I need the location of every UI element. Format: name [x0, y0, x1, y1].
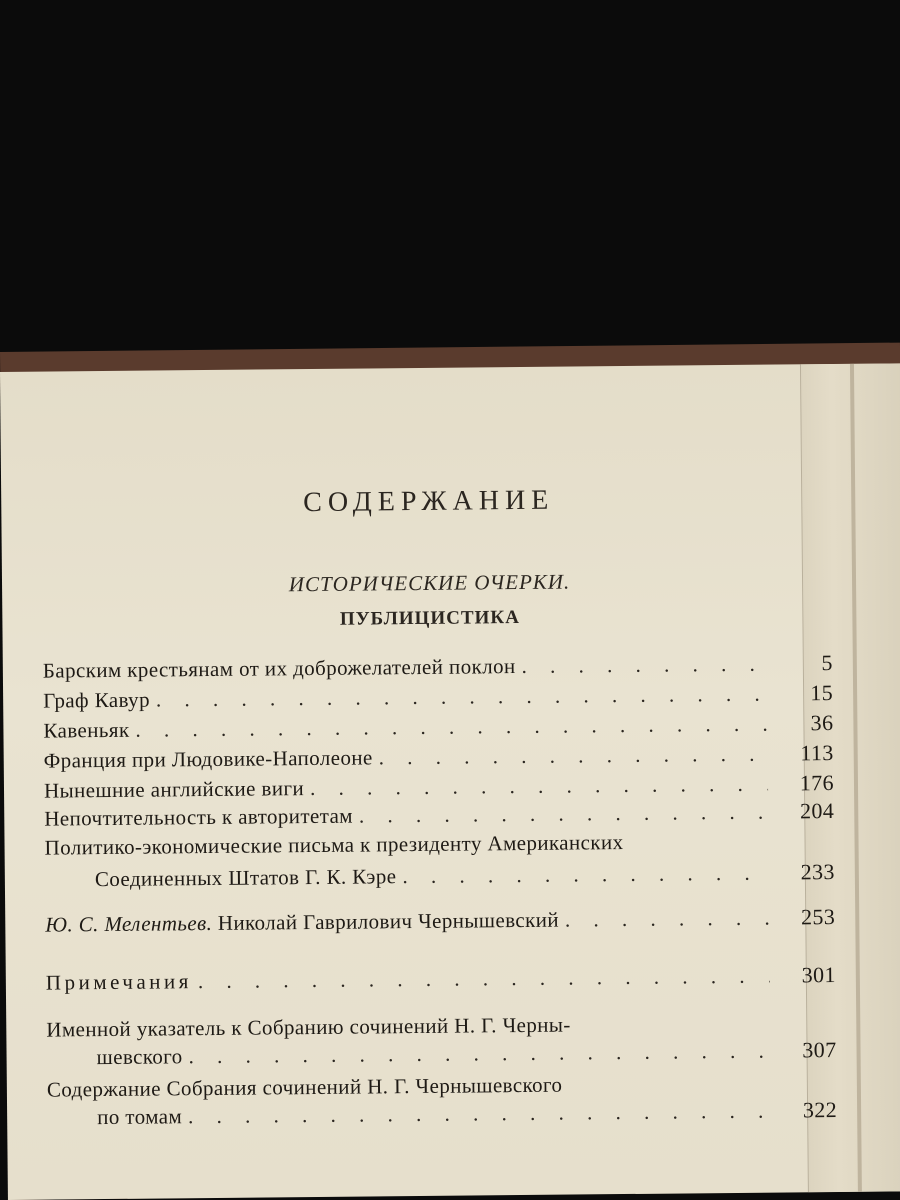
- section-title-historical-essays: ИСТОРИЧЕСКИЕ ОЧЕРКИ.: [288, 569, 571, 597]
- toc-entry-title: Нынешние английские виги: [43, 776, 305, 803]
- toc-entry-title: Содержание Собрания сочинений Н. Г. Чернышевского: [46, 1072, 563, 1102]
- leader-dots: [521, 652, 767, 679]
- toc-entry: [3, 650, 833, 684]
- toc-entry-title: Примечания: [45, 969, 192, 995]
- toc-entry: [6, 962, 836, 996]
- toc-entry-page: 233: [800, 859, 835, 885]
- leader-dots: [379, 742, 768, 771]
- toc-entry-title-continued: шевского: [96, 1044, 183, 1070]
- leader-dots: [135, 712, 767, 743]
- toc-entry-title: Николай Гаврилович Чернышевский: [217, 907, 560, 935]
- toc-entry-title: Именной указатель к Собранию сочинений Н. Г. Черны-: [46, 1012, 571, 1042]
- toc-entry-title-continued: Соединенных Штатов Г. К. Кэре: [94, 864, 397, 892]
- toc-entry: [4, 828, 835, 893]
- book-page: [0, 363, 900, 1200]
- toc-entry-page: 204: [799, 798, 835, 824]
- toc-entry-page: 307: [802, 1037, 837, 1063]
- toc-entry-page: 301: [801, 962, 836, 988]
- toc-entry: [5, 904, 835, 938]
- leader-dots: [198, 964, 770, 994]
- toc-entry-title: Граф Кавур: [43, 687, 151, 713]
- leader-dots: [188, 1039, 770, 1070]
- toc-entry: [3, 680, 833, 714]
- toc-entry-page: 15: [810, 680, 834, 706]
- leader-dots: [188, 1099, 771, 1130]
- toc-entry: [4, 798, 834, 832]
- leader-dots: [359, 800, 769, 829]
- leader-dots: [402, 861, 769, 890]
- toc-entry-title: Непочтительность к авторитетам: [44, 803, 354, 831]
- leader-dots: [565, 906, 770, 933]
- leader-dots: [310, 772, 768, 801]
- toc-entry: [4, 740, 834, 774]
- toc-entry-title: Кавеньяк: [43, 717, 130, 743]
- toc-entry-title-continued: по томам: [97, 1104, 183, 1130]
- toc-entry-page: 253: [800, 904, 836, 930]
- toc-entry-title: Политико-экономические письма к президенту Американских: [44, 830, 624, 860]
- toc-title: СОДЕРЖАНИЕ: [303, 484, 555, 519]
- toc-entry-title: Барским крестьянам от их доброжелателей поклон: [42, 654, 516, 683]
- toc-entry-page: 113: [800, 740, 834, 766]
- toc-entry-author: Ю. С. Мелентьев.: [45, 910, 213, 937]
- toc-entry-page: 176: [799, 770, 835, 796]
- leader-dots: [156, 682, 767, 713]
- section-title-journalism: ПУБЛИЦИСТИКА: [339, 607, 520, 630]
- toc-entry: [3, 710, 833, 744]
- toc-entry-page: 5: [821, 650, 833, 676]
- toc-entry: [6, 1010, 836, 1071]
- toc-entry-page: 322: [802, 1096, 838, 1123]
- toc-entry-title: Франция при Людовике-Наполеоне: [43, 745, 373, 773]
- toc-entry: [7, 1070, 837, 1131]
- toc-entry-page: 36: [810, 710, 834, 736]
